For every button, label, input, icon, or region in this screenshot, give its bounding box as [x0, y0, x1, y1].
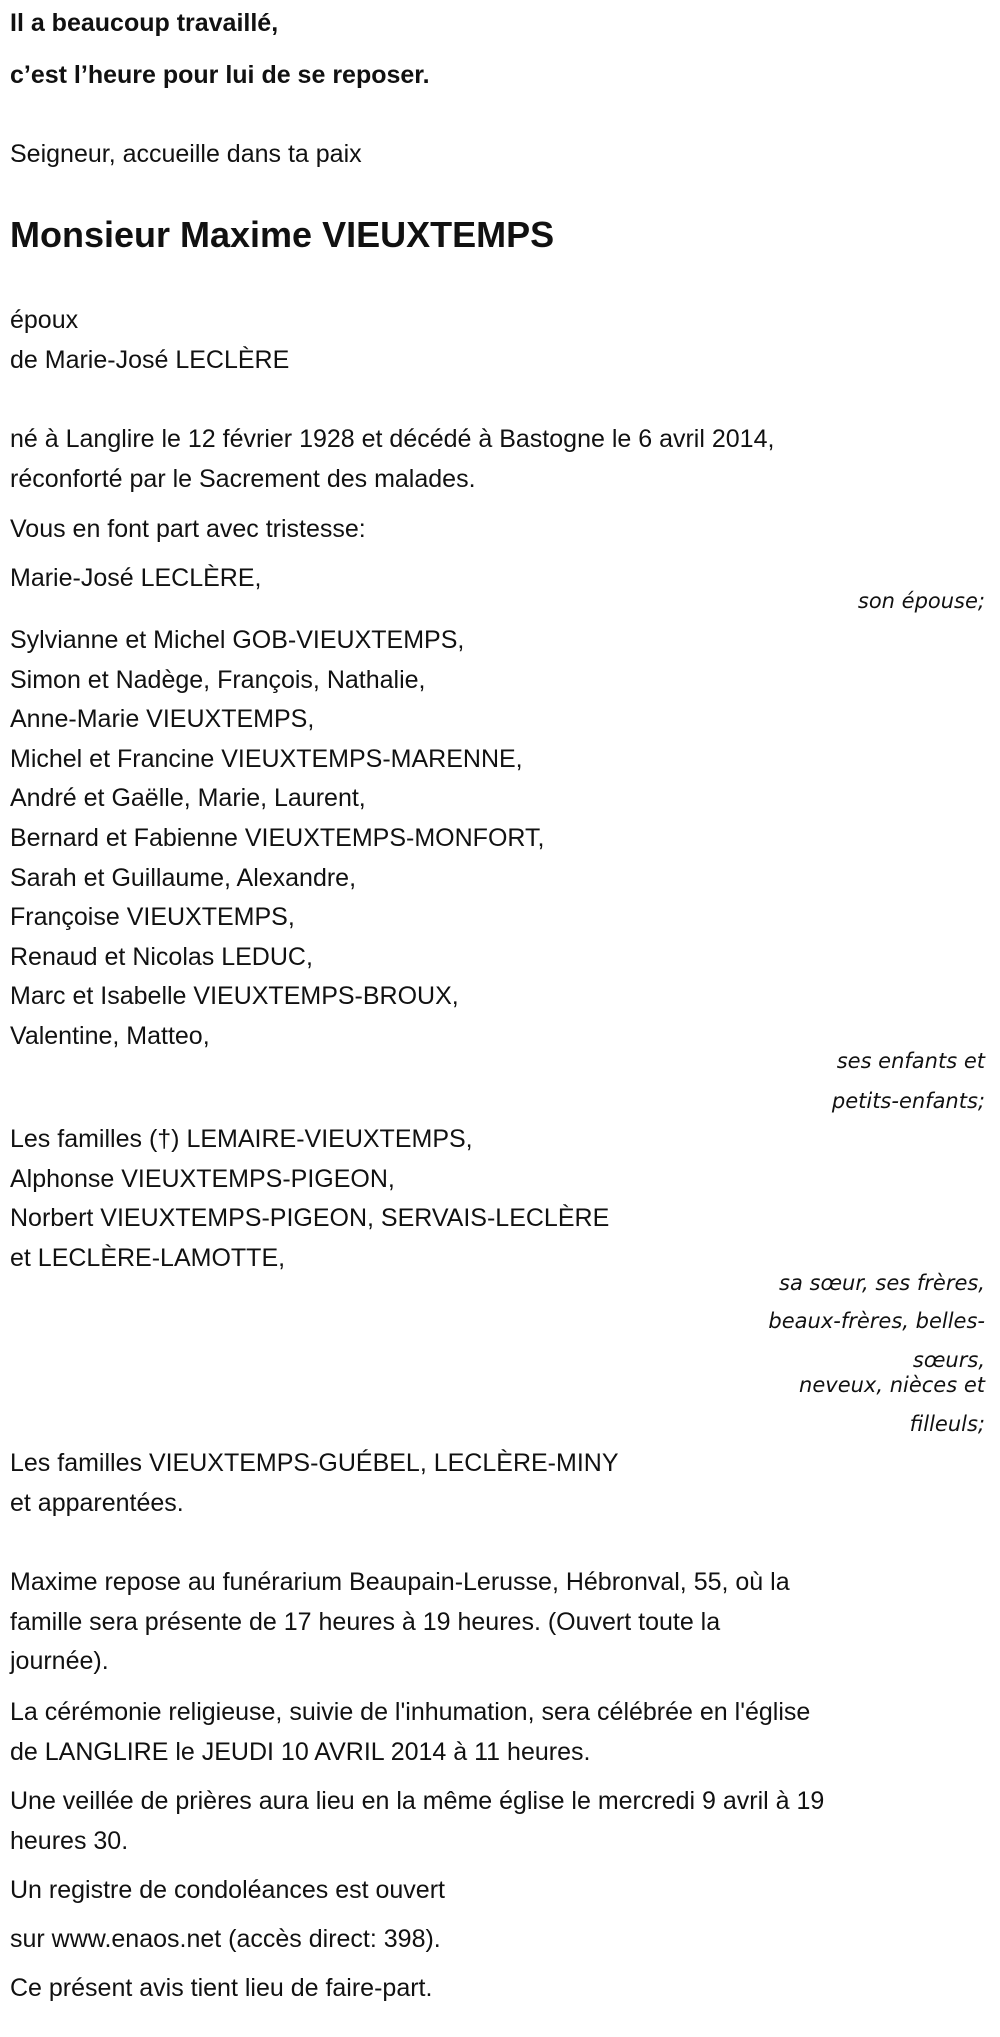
info-line: Une veillée de prières aura lieu en la même église le mercredi 9 avril à 19 [10, 1787, 825, 1815]
child-line: Anne-Marie VIEUXTEMPS, [10, 705, 315, 734]
child-line: Sarah et Guillaume, Alexandre, [10, 863, 357, 892]
info-line: famille sera présente de 17 heures à 19 heures. (Ouvert toute la [10, 1608, 721, 1636]
children-role: ses enfants et [836, 1049, 985, 1073]
sibling-line: Les familles (†) LEMAIRE-VIEUXTEMPS, [10, 1125, 473, 1153]
child-line: Michel et Francine VIEUXTEMPS-MARENNE, [10, 744, 523, 773]
sibling-line: Norbert VIEUXTEMPS-PIGEON, SERVAIS-LECLÈRE [10, 1204, 610, 1232]
siblings-role: neveux, nièces et [799, 1373, 985, 1397]
verse-line: Il a beaucoup travaillé, [10, 9, 279, 37]
child-line: André et Gaëlle, Marie, Laurent, [10, 784, 366, 813]
others-line: et apparentées. [10, 1489, 184, 1517]
child-line: Renaud et Nicolas LEDUC, [10, 942, 313, 971]
prayer: Seigneur, accueille dans ta paix [10, 140, 362, 168]
child-line: Françoise VIEUXTEMPS, [10, 903, 295, 932]
wife-role: son épouse; [857, 589, 985, 613]
wife: Marie-José LECLÈRE, [10, 564, 262, 592]
spouse-line: époux [10, 306, 79, 334]
deceased-name: Monsieur Maxime VIEUXTEMPS [10, 214, 555, 255]
siblings-role: sa sœur, ses frères, [779, 1271, 985, 1295]
others-line: Les familles VIEUXTEMPS-GUÉBEL, LECLÈRE-MINY [10, 1449, 619, 1477]
info-line: La cérémonie religieuse, suivie de l'inhumation, sera célébrée en l'église [10, 1698, 811, 1726]
verse-line: c’est l’heure pour lui de se reposer. [10, 61, 430, 89]
child-line: Sylvianne et Michel GOB-VIEUXTEMPS, [10, 626, 465, 654]
sibling-line: et LECLÈRE-LAMOTTE, [10, 1244, 286, 1272]
siblings-role: filleuls; [909, 1412, 985, 1436]
child-line: Valentine, Matteo, [10, 1022, 210, 1050]
sibling-line: Alphonse VIEUXTEMPS-PIGEON, [10, 1165, 395, 1193]
info-line: heures 30. [10, 1827, 129, 1855]
announce: Vous en font part avec tristesse: [10, 515, 366, 543]
siblings-role: sœurs, [912, 1348, 985, 1372]
child-line: Simon et Nadège, François, Nathalie, [10, 665, 426, 694]
info-line: Ce présent avis tient lieu de faire-part. [10, 1974, 433, 2002]
info-line: Un registre de condoléances est ouvert [10, 1876, 445, 1904]
child-line: Bernard et Fabienne VIEUXTEMPS-MONFORT, [10, 824, 545, 852]
children-role: petits-enfants; [831, 1089, 985, 1113]
info-line: sur www.enaos.net (accès direct: 398). [10, 1925, 441, 1953]
birth-line: réconforté par le Sacrement des malades. [10, 465, 476, 493]
birth-line: né à Langlire le 12 février 1928 et décédé à Bastogne le 6 avril 2014, [10, 425, 775, 453]
info-line: journée). [10, 1647, 109, 1675]
siblings-role: beaux-frères, belles- [768, 1309, 985, 1333]
info-line: de LANGLIRE le JEUDI 10 AVRIL 2014 à 11 heures. [10, 1738, 591, 1766]
info-line: Maxime repose au funérarium Beaupain-Lerusse, Hébronval, 55, où la [10, 1568, 790, 1596]
child-line: Marc et Isabelle VIEUXTEMPS-BROUX, [10, 982, 459, 1011]
spouse-line: de Marie-José LECLÈRE [10, 346, 290, 374]
